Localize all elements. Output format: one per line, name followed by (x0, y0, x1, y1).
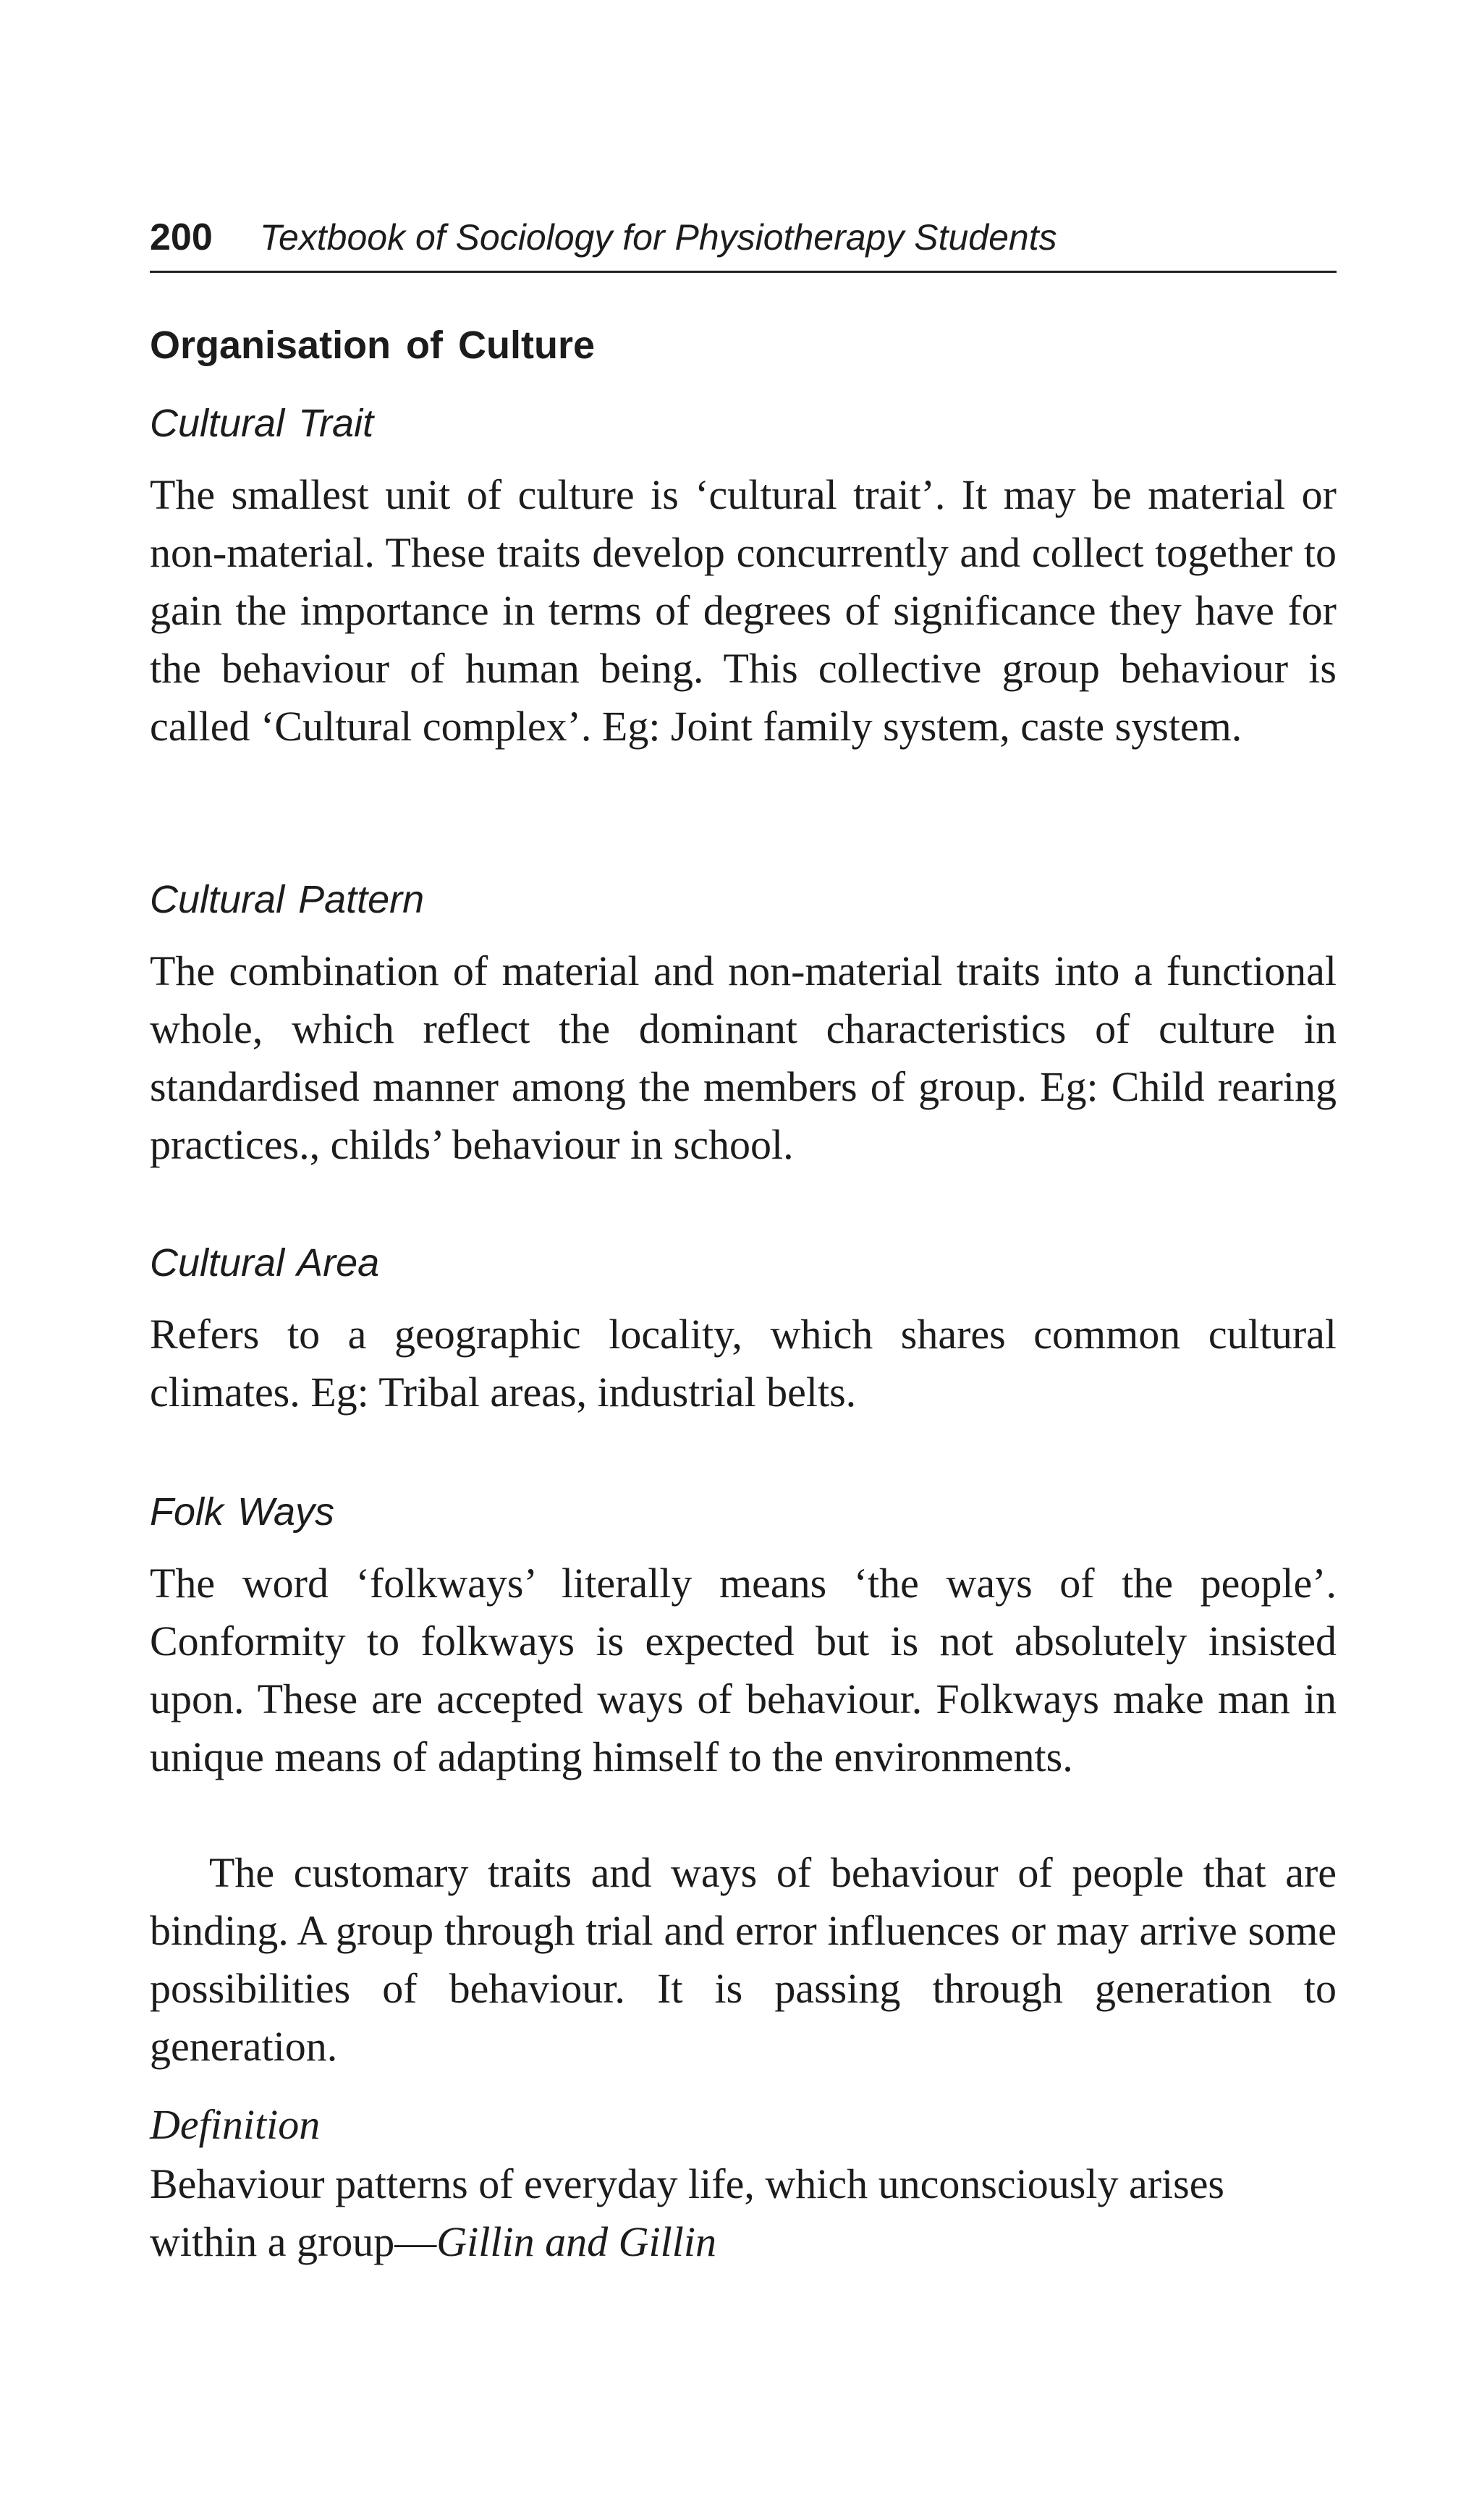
definition-label: Definition (150, 2101, 321, 2148)
cultural-pattern-paragraph: The combination of material and non-material traits into a functional whole, which reflect the dominant characteristics of culture in standardised manner among the members of group. Eg: Child rearing practices., childs’ behaviour in school. (150, 947, 1337, 1168)
running-header (150, 211, 1337, 273)
definition-attribution: Gillin and Gillin (436, 2218, 716, 2265)
section-heading: Organisation of Culture (150, 324, 596, 367)
cultural-area-paragraph: Refers to a geographic locality, which shares common cultural climates. Eg: Tribal areas, industrial belts. (150, 1311, 1337, 1416)
cultural-pattern-heading: Cultural Pattern (150, 878, 425, 921)
folk-ways-paragraph-1: The word ‘folkways’ literally means ‘the ways of the people’. Conformity to folkways is expected but is not absolutely insisted upon. These are accepted ways of behaviour. Folkways make man in unique means of adapting himself to the environments. (150, 1560, 1337, 1780)
page-number: 200 (150, 216, 213, 258)
cultural-area-heading: Cultural Area (150, 1241, 380, 1285)
folk-ways-paragraph-2: The customary traits and ways of behaviour of people that are binding. A group through trial and error influences or may arrive some possibilities of behaviour. It is passing through generation to generation. (150, 1849, 1337, 2070)
definition-paragraph (150, 2155, 1337, 2271)
definition-text: Behaviour patterns of everyday life, which unconsciously arises within a group— (150, 2160, 1225, 2265)
folk-ways-heading: Folk Ways (150, 1490, 335, 1534)
book-title: Textbook of Sociology for Physiotherapy Students (260, 217, 1057, 258)
cultural-trait-heading: Cultural Trait (150, 402, 374, 445)
cultural-trait-paragraph: The smallest unit of culture is ‘cultural trait’. It may be material or non-material. These traits develop concurrently and collect together to gain the importance in terms of degrees of significance they have for the behaviour of human being. This collective group behaviour is called ‘Cultural complex’. Eg: Joint family system, caste system. (150, 471, 1337, 750)
